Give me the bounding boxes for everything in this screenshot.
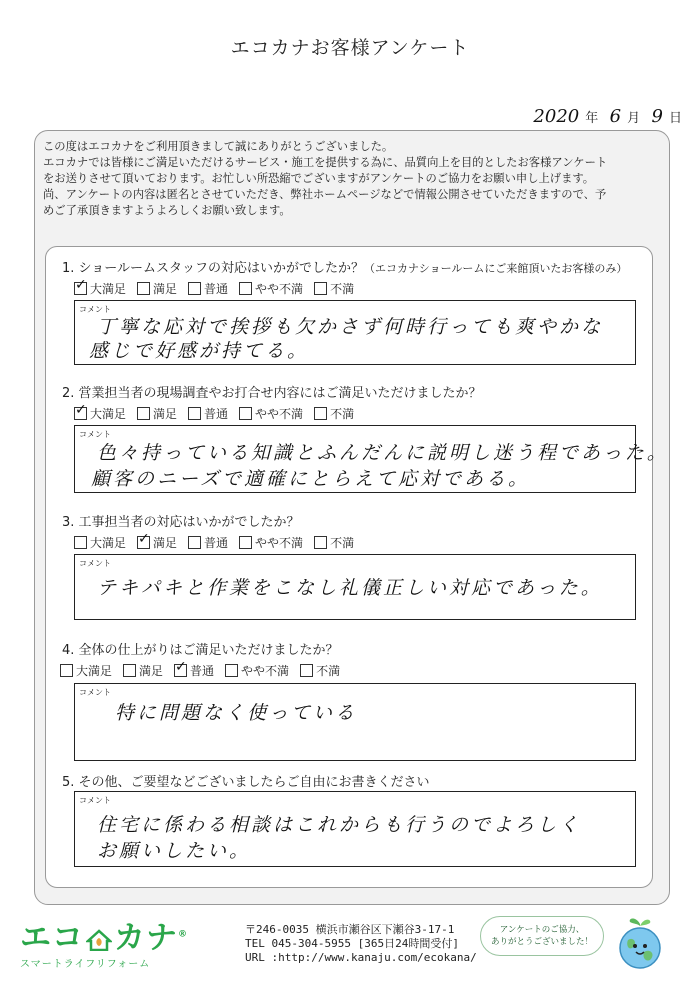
url-line: URL :http://www.kanaju.com/ecokana/: [245, 951, 477, 964]
logo-text-right: カナ: [114, 920, 178, 956]
rating-option[interactable]: [74, 534, 126, 551]
option-label: 満足: [139, 664, 164, 678]
rating-option[interactable]: [188, 280, 228, 297]
handwritten-comment: 感じで好感が持てる。: [89, 340, 310, 362]
rating-option[interactable]: [137, 405, 177, 422]
rating-option[interactable]: [123, 662, 163, 679]
logo-subtitle: スマートライフリフォーム: [20, 959, 151, 970]
handwritten-comment: 住宅に係わる相談はこれからも行うのでよろしく: [97, 814, 582, 836]
checkbox[interactable]: [74, 282, 87, 295]
option-label: 満足: [153, 536, 178, 550]
option-label: 不満: [330, 536, 355, 550]
ecokana-logo: エコ カナ® スマートライフリフォーム: [20, 920, 188, 970]
intro-line: をお送りさせて頂いております。お忙しい所恐縮でございますがアンケートのご協力をお願い申し上げます。: [43, 172, 595, 185]
option-label: 大満足: [90, 536, 127, 550]
comment-box: [74, 425, 669, 493]
rating-option[interactable]: [314, 280, 354, 297]
rating-option[interactable]: [239, 534, 303, 551]
checkbox[interactable]: [123, 664, 136, 677]
option-label: 普通: [204, 282, 229, 296]
checkbox[interactable]: [174, 664, 187, 677]
option-label: 不満: [330, 407, 355, 421]
rating-option[interactable]: [174, 662, 214, 679]
questions-box: [45, 246, 669, 888]
comment-label: コメント: [79, 688, 111, 697]
rating-option[interactable]: [239, 405, 303, 422]
checkbox[interactable]: [300, 664, 313, 677]
checkbox[interactable]: [188, 282, 201, 295]
thanks-bubble: [480, 916, 604, 956]
page-title: エコカナお客様アンケート: [230, 37, 470, 59]
survey-panel: [34, 130, 670, 905]
address-line: 〒246-0035 横浜市瀬谷区下瀬谷3-17-1: [245, 923, 455, 936]
handwritten-comment: 顧客のニーズで適確にとらえて応対である。: [91, 468, 531, 490]
intro-text: [43, 139, 663, 219]
option-label: 満足: [153, 282, 178, 296]
rating-option[interactable]: [300, 662, 340, 679]
comment-box: [74, 683, 636, 761]
option-label: 大満足: [90, 282, 127, 296]
rating-option[interactable]: [74, 405, 126, 422]
rating-option[interactable]: [74, 280, 126, 297]
question-note: （エコカナショールームにご来館頂いたお客様のみ）: [364, 262, 628, 275]
phone-line: TEL 045-304-5955 [365日24時間受付]: [245, 937, 459, 950]
comment-label: コメント: [79, 796, 111, 805]
option-label: 大満足: [90, 407, 127, 421]
checkbox[interactable]: [137, 282, 150, 295]
rating-options: [74, 405, 354, 422]
date-month-label: 月: [627, 111, 641, 126]
logo-text-left: エコ: [20, 920, 84, 956]
comment-box: [74, 554, 636, 620]
option-label: 普通: [190, 664, 215, 678]
checkbox[interactable]: [239, 536, 252, 549]
question-text: 4. 全体の仕上がりはご満足いただけましたか？: [62, 643, 339, 658]
rating-option[interactable]: [188, 405, 228, 422]
checkbox[interactable]: [239, 407, 252, 420]
checkbox[interactable]: [239, 282, 252, 295]
comment-box: [74, 791, 636, 867]
option-label: やや不満: [241, 664, 290, 678]
option-label: 普通: [204, 536, 229, 550]
rating-option[interactable]: [239, 280, 303, 297]
date-day: 9: [651, 106, 663, 127]
checkbox[interactable]: [60, 664, 73, 677]
checkbox[interactable]: [74, 407, 87, 420]
handwritten-comment: 特に問題なく使っている: [115, 702, 358, 724]
checkbox[interactable]: [137, 407, 150, 420]
company-address: [245, 923, 477, 965]
handwritten-comment: 丁寧な応対で挨拶も欠かさず何時行っても爽やかな: [97, 316, 604, 338]
option-label: やや不満: [255, 536, 304, 550]
rating-option[interactable]: [60, 662, 112, 679]
intro-line: めご了承頂きますようよろしくお願い致します。: [43, 204, 291, 217]
checkbox[interactable]: [188, 536, 201, 549]
rating-option[interactable]: [188, 534, 228, 551]
handwritten-comment: テキパキと作業をこなし礼儀正しい対応であった。: [97, 577, 603, 599]
rating-option[interactable]: [137, 280, 177, 297]
rating-options: [74, 280, 354, 297]
handwritten-comment: 色々持っている知識とふんだんに説明し迷う程であった。: [97, 442, 669, 464]
checkbox[interactable]: [188, 407, 201, 420]
date-day-label: 日: [668, 111, 682, 126]
option-label: 満足: [153, 407, 178, 421]
question-text: 3. 工事担当者の対応はいかがでしたか？: [62, 515, 300, 530]
comment-label: コメント: [79, 430, 111, 439]
rating-option[interactable]: [225, 662, 289, 679]
bubble-line: ありがとうございました！: [490, 937, 593, 947]
intro-line: 尚、アンケートの内容は匿名とさせていただき、弊社ホームページなどで情報公開させていただきますので、予: [43, 188, 607, 201]
question-text: 5. その他、ご要望などございましたらご自由にお書きください: [62, 775, 430, 790]
checkbox[interactable]: [314, 282, 327, 295]
question-text: 2. 営業担当者の現場調査やお打合せ内容にはご満足いただけましたか？: [62, 386, 482, 401]
date-line: [527, 106, 682, 127]
intro-line: この度はエコカナをご利用頂きまして誠にありがとうございました。: [43, 140, 394, 153]
rating-option[interactable]: [314, 405, 354, 422]
rating-option[interactable]: [137, 534, 177, 551]
intro-line: エコカナでは皆様にご満足いただけるサービス・施工を提供する為に、品質向上を目的としたお客様アンケート: [43, 156, 608, 169]
checkbox[interactable]: [74, 536, 87, 549]
comment-label: コメント: [79, 559, 111, 568]
question-text: 1. ショールームスタッフの対応はいかがでしたか？: [62, 261, 365, 276]
rating-options: [74, 534, 354, 551]
house-icon: [86, 929, 112, 951]
globe-mascot-icon: [614, 914, 666, 972]
date-year: 2020: [533, 106, 580, 127]
rating-options: [60, 662, 340, 679]
checkbox[interactable]: [225, 664, 238, 677]
rating-option[interactable]: [314, 534, 354, 551]
option-label: やや不満: [255, 407, 304, 421]
option-label: 不満: [330, 282, 355, 296]
option-label: 不満: [316, 664, 341, 678]
date-year-label: 年: [585, 111, 599, 126]
checkbox[interactable]: [314, 536, 327, 549]
checkbox[interactable]: [137, 536, 150, 549]
date-month: 6: [609, 106, 622, 127]
option-label: 普通: [204, 407, 229, 421]
option-label: 大満足: [76, 664, 113, 678]
bubble-line: アンケートのご協力、: [499, 925, 585, 935]
handwritten-comment: お願いしたい。: [97, 840, 252, 862]
checkbox[interactable]: [314, 407, 327, 420]
comment-label: コメント: [79, 305, 111, 314]
comment-box: [74, 300, 636, 365]
option-label: やや不満: [255, 282, 304, 296]
